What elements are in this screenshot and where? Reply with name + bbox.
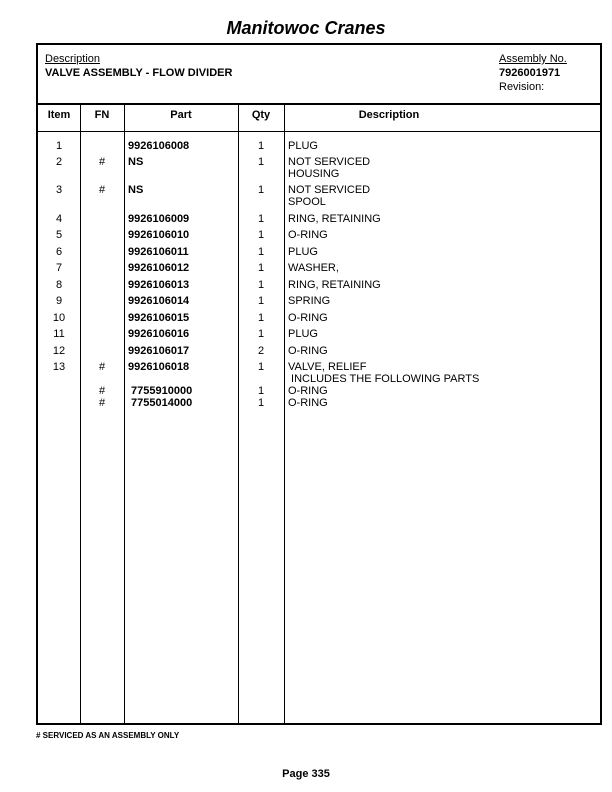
part-number-cell: 9926106009: [128, 213, 190, 225]
item-cell: 8: [55, 279, 63, 291]
part-number-cell: 9926106018: [128, 361, 190, 373]
part-number-cell: NS: [128, 184, 144, 196]
description-line: O-RING: [288, 345, 328, 357]
table-row: [38, 140, 600, 154]
item-cell: 13: [52, 361, 66, 373]
description-cell: [288, 328, 318, 340]
qty-cell: 1: [257, 140, 265, 152]
table-row: [38, 295, 600, 309]
description-line: O-RING: [288, 385, 328, 397]
qty-cell: 2: [257, 345, 265, 357]
description-cell: [288, 295, 330, 307]
document-title: Manitowoc Cranes: [226, 18, 386, 38]
description-cell: [288, 184, 370, 208]
table-row: [38, 213, 600, 227]
table-row: [38, 246, 600, 260]
column-header-qty: Qty: [251, 109, 271, 121]
qty-cell: 1: [257, 262, 265, 274]
footnote: # SERVICED AS AN ASSEMBLY ONLY: [36, 731, 180, 740]
description-cell: [288, 361, 479, 385]
revision-label: Revision:: [499, 81, 545, 93]
qty-cell: 1: [257, 312, 265, 324]
description-cell: [288, 156, 370, 180]
qty-cell: 1: [257, 156, 265, 168]
item-cell: 4: [55, 213, 63, 225]
part-number-cell: 9926106010: [128, 229, 190, 241]
description-line: WASHER,: [288, 262, 339, 274]
fn-cell: #: [98, 184, 106, 196]
qty-cell: 1: [257, 385, 265, 397]
qty-cell: 1: [257, 213, 265, 225]
description-cell: [288, 246, 318, 258]
description-cell: [288, 140, 318, 152]
assembly-number-label: Assembly No.: [499, 53, 567, 65]
qty-cell: 1: [257, 279, 265, 291]
table-row: [38, 397, 600, 411]
header-divider: [38, 103, 600, 105]
description-line: SPOOL: [288, 196, 326, 208]
description-line: RING, RETAINING: [288, 213, 381, 225]
part-number-cell: 7755014000: [128, 397, 193, 409]
item-cell: 1: [55, 140, 63, 152]
part-number-cell: 9926106008: [128, 140, 190, 152]
description-label: Description: [45, 53, 101, 65]
table-row: [38, 229, 600, 243]
description-line: PLUG: [288, 246, 318, 258]
qty-cell: 1: [257, 295, 265, 307]
description-line: NOT SERVICED: [288, 156, 371, 168]
description-line: INCLUDES THE FOLLOWING PARTS: [288, 373, 480, 385]
part-number-cell: 9926106013: [128, 279, 190, 291]
description-cell: [288, 229, 328, 241]
description-line: O-RING: [288, 229, 328, 241]
part-number-cell: NS: [128, 156, 144, 168]
description-value: VALVE ASSEMBLY - FLOW DIVIDER: [45, 67, 233, 79]
part-number-cell: 9926106014: [128, 295, 190, 307]
table-row: [38, 262, 600, 276]
qty-cell: 1: [257, 328, 265, 340]
description-line: PLUG: [288, 140, 318, 152]
item-cell: 9: [55, 295, 63, 307]
table-row: [38, 361, 600, 385]
part-number-cell: 9926106017: [128, 345, 190, 357]
item-cell: 10: [52, 312, 66, 324]
table-row: [38, 156, 600, 180]
description-line: HOUSING: [288, 168, 340, 180]
qty-cell: 1: [257, 229, 265, 241]
item-cell: 11: [53, 328, 65, 340]
description-cell: [288, 262, 339, 274]
description-line: VALVE, RELIEF: [288, 361, 367, 373]
page-number: Page 335: [282, 768, 330, 780]
item-cell: 5: [55, 229, 63, 241]
item-cell: 12: [52, 345, 66, 357]
table-row: [38, 312, 600, 326]
column-header-part: Part: [170, 109, 192, 121]
description-cell: [288, 213, 381, 225]
qty-cell: 1: [257, 397, 265, 409]
part-number-cell: 9926106012: [128, 262, 190, 274]
description-cell: [288, 397, 328, 409]
description-cell: [288, 312, 328, 324]
item-cell: 7: [55, 262, 63, 274]
fn-cell: #: [98, 361, 106, 373]
description-line: SPRING: [288, 295, 331, 307]
column-header-divider: [38, 131, 600, 132]
part-number-cell: 9926106016: [128, 328, 190, 340]
column-header-description: Description: [358, 109, 420, 121]
table-row: [38, 328, 600, 342]
item-cell: 2: [55, 156, 63, 168]
item-cell: 6: [55, 246, 63, 258]
description-cell: [288, 385, 328, 397]
description-line: NOT SERVICED: [288, 184, 371, 196]
description-cell: [288, 279, 381, 291]
description-line: RING, RETAINING: [288, 279, 381, 291]
qty-cell: 1: [257, 246, 265, 258]
part-number-cell: 7755910000: [128, 385, 193, 397]
part-number-cell: 9926106015: [128, 312, 190, 324]
assembly-number-value: 7926001971: [499, 67, 561, 79]
column-header-fn: FN: [94, 109, 110, 121]
fn-cell: #: [98, 385, 106, 397]
qty-cell: 1: [257, 361, 265, 373]
parts-list-frame: [36, 43, 602, 725]
qty-cell: 1: [257, 184, 265, 196]
description-line: O-RING: [288, 397, 328, 409]
item-cell: 3: [55, 184, 63, 196]
table-row: [38, 279, 600, 293]
part-number-cell: 9926106011: [128, 246, 189, 258]
fn-cell: #: [98, 397, 106, 409]
description-line: O-RING: [288, 312, 328, 324]
description-cell: [288, 345, 328, 357]
fn-cell: #: [98, 156, 106, 168]
description-line: PLUG: [288, 328, 318, 340]
table-row: [38, 184, 600, 208]
table-row: [38, 345, 600, 359]
column-header-item: Item: [47, 109, 71, 121]
